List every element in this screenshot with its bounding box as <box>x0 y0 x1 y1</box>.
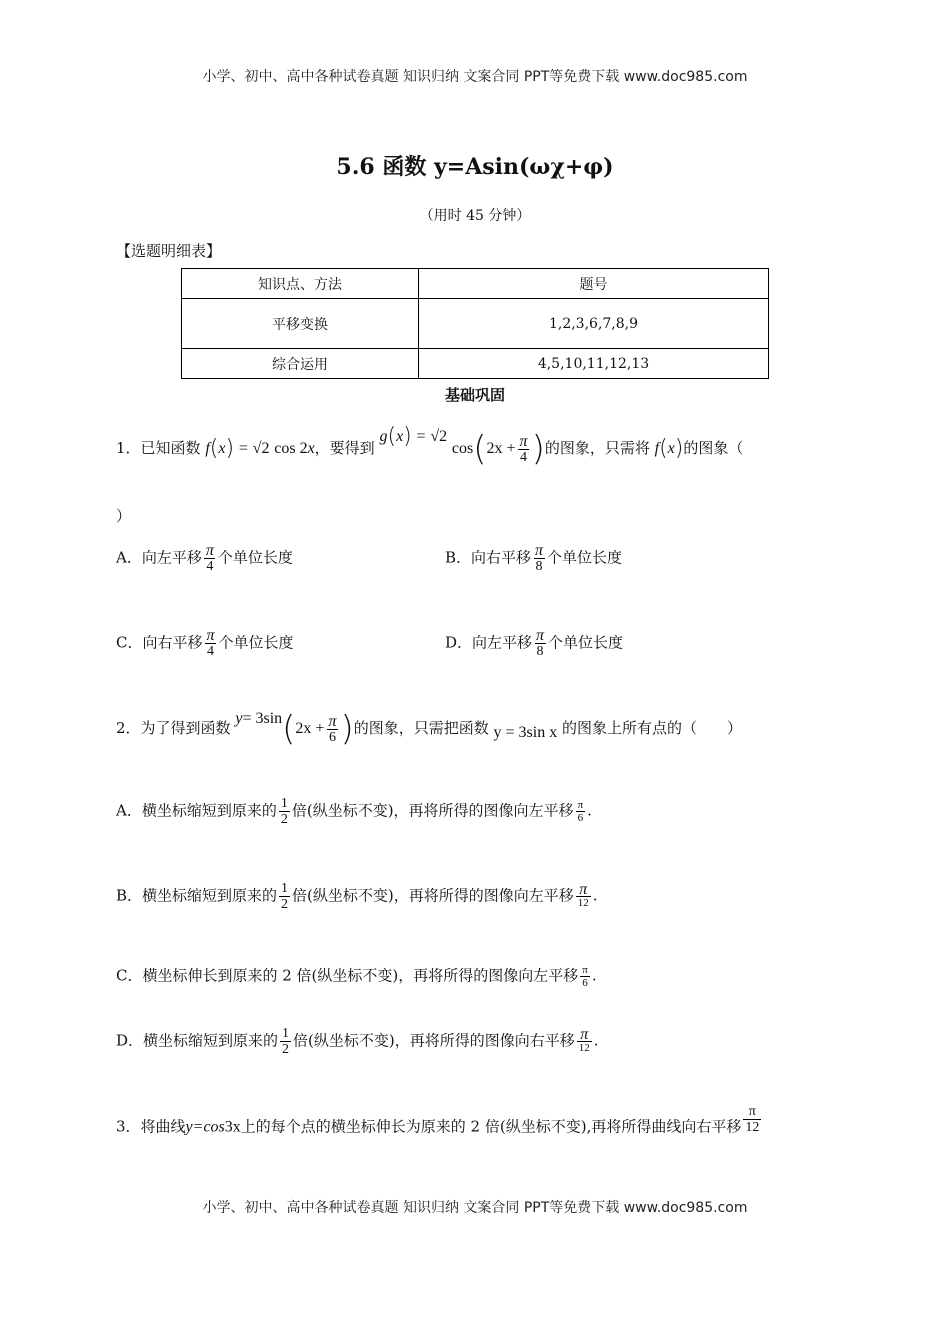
frac-den: 4 <box>206 644 214 659</box>
q2-option-end: . <box>593 1031 599 1050</box>
frac-num: 1 <box>280 796 288 811</box>
q2-option-end: . <box>591 966 597 985</box>
q1-tail-1: 的图象，只需将 <box>544 439 650 457</box>
q2-option-a <box>116 796 592 827</box>
table-cell: 综合运用 <box>182 349 419 379</box>
q1-option-a <box>116 543 293 574</box>
q2-mid-text: 的图象，只需把函数 <box>353 719 489 737</box>
frac-num: π <box>536 627 545 644</box>
frac-den: 12 <box>578 1042 590 1054</box>
q2-option-label: B．横坐标缩短到原来的 <box>116 886 278 905</box>
q2-option-label: A．横坐标缩短到原来的 <box>116 801 277 820</box>
q2-option-d <box>116 1026 599 1057</box>
q2-option-label: D．横坐标缩短到原来的 <box>116 1031 279 1050</box>
q1-option-rest: 个单位长度 <box>217 548 293 567</box>
q2-option-b <box>116 881 598 912</box>
q1-pi-over-4 <box>518 434 530 465</box>
question-1: 1．已知函数 f(x) = √2 cos 2x，要得到 g(x) = √2 cos(2x + $\frac{\pi}{4}$ )的图象，只需将 f(x)的图象（ <box>116 424 744 469</box>
frac-num: π <box>582 964 588 976</box>
frac-num: 1 <box>282 1026 290 1041</box>
q1-option-fraction <box>534 628 546 659</box>
q1-option-label: D．向左平移 <box>445 633 533 652</box>
q1-option-rest: 个单位长度 <box>548 633 624 652</box>
table-header-cell: 题号 <box>419 269 769 299</box>
page-footer: 小学、初中、高中各种试卷真题 知识归纳 文案合同 PPT等免费下载 www.doc985.com <box>202 1200 748 1216</box>
frac-den: 6 <box>328 729 336 745</box>
topic-table <box>181 268 769 379</box>
table-cell: 4,5,10,11,12,13 <box>419 349 769 379</box>
q1-option-fraction <box>204 543 216 574</box>
q1-option-label: B．向右平移 <box>445 548 532 567</box>
q2-y-symbol: y <box>235 710 243 727</box>
q2-option-shift-fraction <box>580 964 590 989</box>
q1-option-d <box>445 628 623 659</box>
q1-cos2x: cos 2 <box>274 440 308 457</box>
frac-den: 8 <box>535 559 543 574</box>
section-detail-label: 【选题明细表】 <box>116 242 222 260</box>
table-header-row <box>182 269 769 299</box>
q2-option-shift-fraction <box>576 799 586 824</box>
q2-2x: 2x + <box>295 720 325 737</box>
frac-den: 6 <box>582 977 588 989</box>
q2-option-scale-fraction <box>280 1026 291 1057</box>
q1-g-symbol: g <box>379 428 388 445</box>
q1-tail-2: 的图象（ <box>683 439 744 457</box>
frac-num: π <box>748 1104 756 1119</box>
q2-tail: 的图象上所有点的（ ） <box>562 719 743 737</box>
table-header-cell: 知识点、方法 <box>182 269 419 299</box>
q1-option-c <box>116 628 294 659</box>
q1-close-paren: ） <box>116 507 132 525</box>
q1-g-sqrt2: √2 <box>430 428 448 445</box>
q1-x-var: x <box>307 440 315 457</box>
q2-option-mid: 倍(纵坐标不变)，再将所得的图像向左平移 <box>292 886 574 905</box>
q2-option-shift-fraction <box>576 881 591 909</box>
frac-den: 12 <box>577 897 589 909</box>
table-cell: 平移变换 <box>182 299 419 349</box>
q2-option-end: . <box>592 886 598 905</box>
q1-g-cos: cos <box>451 440 474 457</box>
q3-curve: y=cos <box>185 1118 225 1136</box>
frac-num: π <box>579 881 588 898</box>
q1-option-label: A．向左平移 <box>116 548 202 567</box>
q3-prefix: 3．将曲线 <box>116 1117 186 1136</box>
frac-den: 2 <box>281 897 289 912</box>
frac-den: 6 <box>577 812 584 824</box>
frac-num: π <box>535 542 544 559</box>
q1-g-x-symbol: x <box>396 428 404 445</box>
q1-option-fraction <box>204 628 216 659</box>
q1-f2-x-symbol: x <box>667 440 675 457</box>
q2-option-mid: 倍(纵坐标不变)，再将所得的图像向左平移 <box>291 801 574 820</box>
frac-den: 4 <box>206 559 214 574</box>
q1-frac-den: 4 <box>520 449 528 465</box>
q2-pi-over-6 <box>326 714 338 745</box>
table-row <box>182 349 769 379</box>
frac-num: π <box>205 542 214 559</box>
q1-x-symbol: x <box>218 440 226 457</box>
table-cell: 1,2,3,6,7,8,9 <box>419 299 769 349</box>
q1-option-rest: 个单位长度 <box>547 548 623 567</box>
q2-option-c <box>116 964 597 989</box>
q1-option-fraction <box>533 543 545 574</box>
q1-prefix: 1．已知函数 <box>116 439 201 457</box>
page-title: 5.6 函数 y=Asin(ωχ+φ) <box>336 154 614 180</box>
frac-num: π <box>580 1026 589 1043</box>
question-3 <box>116 1104 763 1143</box>
frac-den: 2 <box>280 812 288 827</box>
q3-shift-fraction <box>743 1104 761 1135</box>
page-subtitle: （用时 45 分钟） <box>419 208 531 224</box>
q1-g-2x: 2x + <box>486 440 516 457</box>
q1-f2-symbol: f <box>654 440 660 457</box>
q2-3sin: = 3sin <box>242 710 283 727</box>
q1-option-b <box>445 543 622 574</box>
q2-option-scale-fraction <box>279 796 290 827</box>
q2-option-end: . <box>587 801 592 820</box>
q2-option-scale-fraction <box>279 881 290 912</box>
frac-num: 1 <box>281 881 289 896</box>
q2-y-3sinx: y = 3sin x <box>493 724 558 741</box>
table-row <box>182 299 769 349</box>
q1-g-equals: = <box>416 428 426 445</box>
q1-sqrt2: √2 <box>252 440 270 457</box>
frac-num: π <box>577 799 584 811</box>
q3-text: 上的每个点的横坐标伸长为原来的 2 倍(纵坐标不变),再将所得曲线向右平移 <box>240 1117 742 1136</box>
q1-option-label: C．向右平移 <box>116 633 203 652</box>
q1-equals: = <box>238 440 248 457</box>
frac-num: π <box>328 712 337 730</box>
q2-option-mid: 倍(纵坐标不变)，再将所得的图像向右平移 <box>293 1031 575 1050</box>
q1-frac-num: π <box>519 432 528 450</box>
page-header: 小学、初中、高中各种试卷真题 知识归纳 文案合同 PPT等免费下载 www.doc985.com <box>202 69 748 85</box>
q1-f-symbol: f <box>205 440 210 457</box>
q2-option-shift-fraction <box>577 1026 592 1054</box>
q3-curve-3x: 3x <box>224 1118 241 1136</box>
q1-option-rest: 个单位长度 <box>218 633 294 652</box>
q2-option-label: C．横坐标伸长到原来的 2 倍(纵坐标不变)，再将所得的图像向左平移 <box>116 966 579 985</box>
frac-num: π <box>206 627 215 644</box>
q1-mid-text: ，要得到 <box>314 439 375 457</box>
frac-den: 2 <box>282 1042 290 1057</box>
frac-den: 12 <box>745 1120 760 1135</box>
section-basic-label: 基础巩固 <box>444 386 505 404</box>
question-2: 2．为了得到函数 y= 3sin(2x + $\frac{\pi}{6}$ )的图象，只需把函数 y = 3sin x 的图象上所有点的（ ） <box>116 709 743 749</box>
q2-prefix: 2．为了得到函数 <box>116 719 231 737</box>
frac-den: 8 <box>536 644 544 659</box>
